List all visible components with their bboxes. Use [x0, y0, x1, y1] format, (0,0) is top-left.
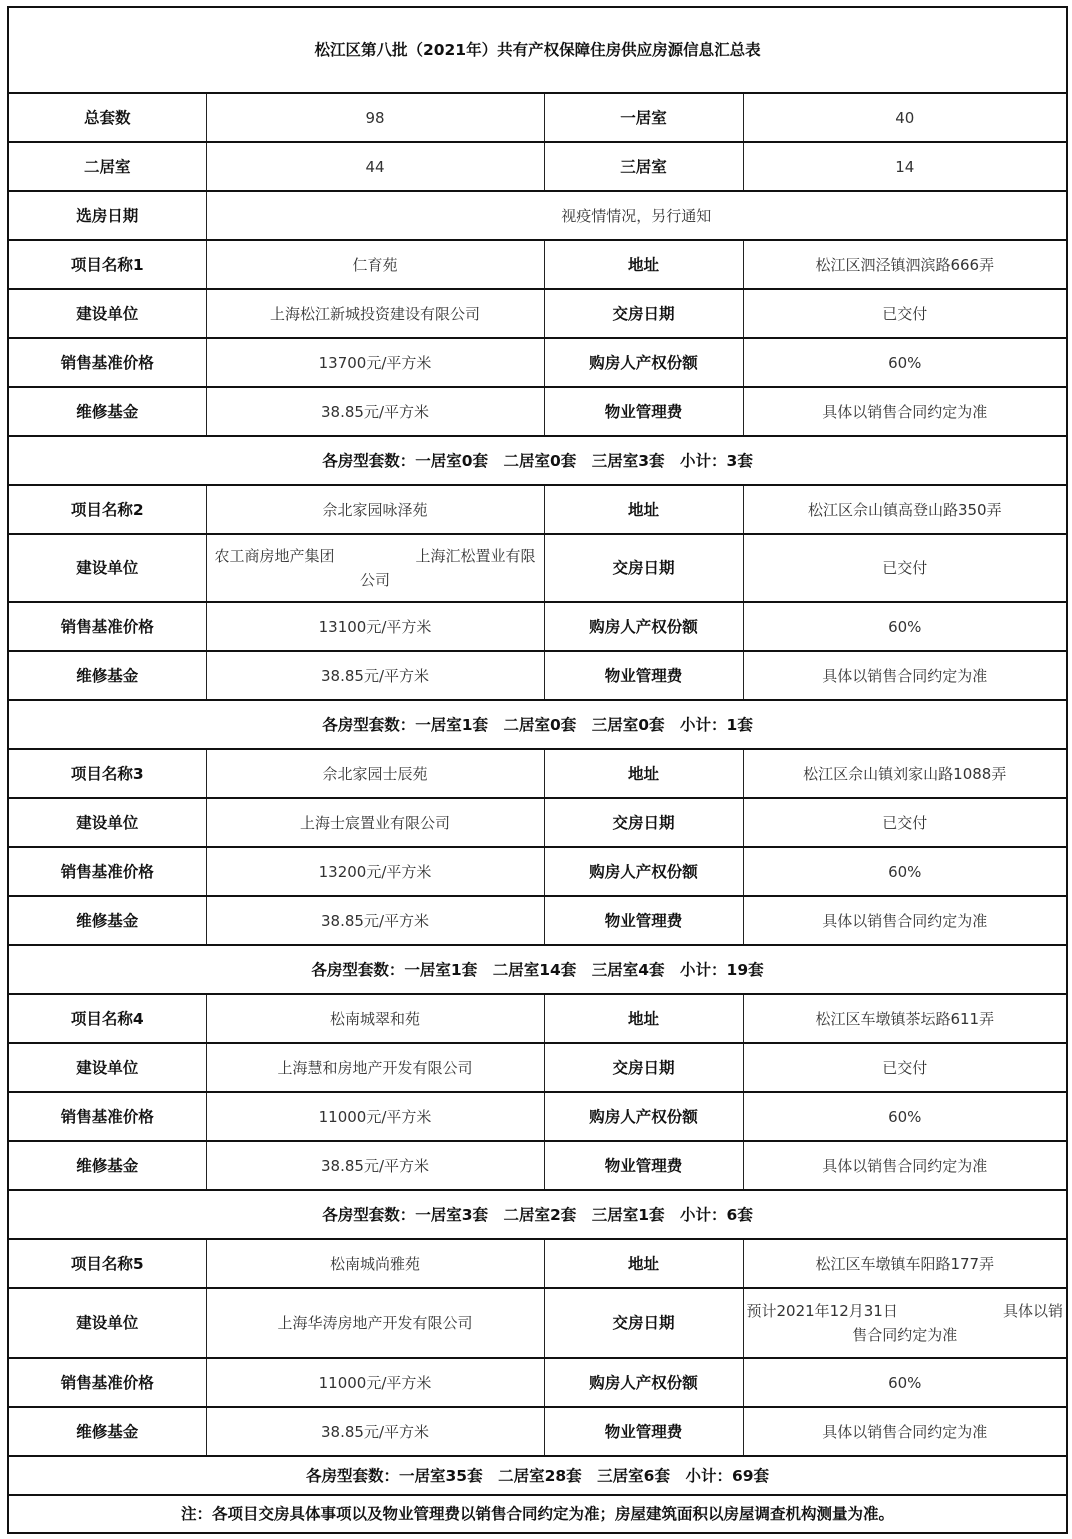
delivery-date-note-part-1: 具体以销: [1003, 1302, 1064, 1320]
property-fee-label: 物业管理费: [544, 651, 743, 700]
project-3-developer-row: [8, 798, 1067, 847]
developer-label: 建设单位: [8, 798, 206, 847]
project-name-label: 项目名称2: [8, 485, 206, 534]
project-name: 仁育苑: [206, 240, 544, 289]
buyer-share-label: 购房人产权份额: [544, 1358, 743, 1407]
project-name-label: 项目名称5: [8, 1239, 206, 1288]
base-price-value: 11000元/平方米: [206, 1092, 544, 1141]
base-price-label: 销售基准价格: [8, 338, 206, 387]
total-units-value: 98: [206, 93, 544, 142]
delivery-date-label: 交房日期: [544, 798, 743, 847]
project-name-label: 项目名称4: [8, 994, 206, 1043]
one-bedroom-label: 一居室: [544, 93, 743, 142]
property-fee-label: 物业管理费: [544, 387, 743, 436]
project-2-name-row: [8, 485, 1067, 534]
total-units-label: 总套数: [8, 93, 206, 142]
address-value: 松江区佘山镇高登山路350弄: [743, 485, 1067, 534]
delivery-date-label: 交房日期: [544, 534, 743, 602]
project-4-unit-counts-row: [8, 1190, 1067, 1239]
property-fee-value: 具体以销售合同约定为准: [743, 896, 1067, 945]
buyer-share-label: 购房人产权份额: [544, 602, 743, 651]
base-price-value: 13700元/平方米: [206, 338, 544, 387]
maintenance-fund-value: 38.85元/平方米: [206, 1407, 544, 1456]
maintenance-fund-value: 38.85元/平方米: [206, 651, 544, 700]
project-name: 佘北家园咏泽苑: [206, 485, 544, 534]
unit-counts-summary: 各房型套数：一居室1套 二居室0套 三居室0套 小计：1套: [8, 700, 1067, 749]
buyer-share-label: 购房人产权份额: [544, 1092, 743, 1141]
buyer-share-value: 60%: [743, 1358, 1067, 1407]
base-price-label: 销售基准价格: [8, 1358, 206, 1407]
delivery-date-note-part-2: 售合同约定为准: [852, 1326, 958, 1344]
developer-value: 上海松江新城投资建设有限公司: [206, 289, 544, 338]
project-1-unit-counts-row: [8, 436, 1067, 485]
developer-value: 上海士宸置业有限公司: [206, 798, 544, 847]
address-value: 松江区车墩镇车阳路177弄: [743, 1239, 1067, 1288]
summary-row-2: [8, 142, 1067, 191]
project-5-name-row: [8, 1239, 1067, 1288]
address-label: 地址: [544, 485, 743, 534]
base-price-value: 13200元/平方米: [206, 847, 544, 896]
maintenance-fund-label: 维修基金: [8, 896, 206, 945]
project-name: 松南城翠和苑: [206, 994, 544, 1043]
project-4-developer-row: [8, 1043, 1067, 1092]
address-label: 地址: [544, 749, 743, 798]
delivery-date-value: 已交付: [743, 534, 1067, 602]
unit-counts-summary: 各房型套数：一居室1套 二居室14套 三居室4套 小计：19套: [8, 945, 1067, 994]
developer-value: 上海华涛房地产开发有限公司: [206, 1288, 544, 1358]
selection-date-label: 选房日期: [8, 191, 206, 240]
address-value: 松江区泗泾镇泗滨路666弄: [743, 240, 1067, 289]
developer-label: 建设单位: [8, 1288, 206, 1358]
three-bedroom-value: 14: [743, 142, 1067, 191]
address-label: 地址: [544, 240, 743, 289]
maintenance-fund-label: 维修基金: [8, 1407, 206, 1456]
project-2-fees-row: [8, 651, 1067, 700]
developer-label: 建设单位: [8, 1043, 206, 1092]
buyer-share-value: 60%: [743, 847, 1067, 896]
project-name-label: 项目名称1: [8, 240, 206, 289]
delivery-date-value: 已交付: [743, 798, 1067, 847]
project-2-price-row: [8, 602, 1067, 651]
property-fee-value: 具体以销售合同约定为准: [743, 1141, 1067, 1190]
project-4-fees-row: [8, 1141, 1067, 1190]
developer-name-continued: 公司: [359, 571, 390, 589]
one-bedroom-value: 40: [743, 93, 1067, 142]
developer-name-part-1: 农工商房地产集团: [214, 547, 335, 565]
title-row: [8, 7, 1067, 93]
address-value: 松江区佘山镇刘家山路1088弄: [743, 749, 1067, 798]
property-fee-value: 具体以销售合同约定为准: [743, 1407, 1067, 1456]
base-price-label: 销售基准价格: [8, 1092, 206, 1141]
housing-supply-summary-sheet: [7, 6, 1066, 1534]
property-fee-label: 物业管理费: [544, 896, 743, 945]
unit-counts-summary: 各房型套数：一居室0套 二居室0套 三居室3套 小计：3套: [8, 436, 1067, 485]
unit-counts-summary: 各房型套数：一居室3套 二居室2套 三居室1套 小计：6套: [8, 1190, 1067, 1239]
base-price-label: 销售基准价格: [8, 847, 206, 896]
base-price-value: 13100元/平方米: [206, 602, 544, 651]
project-4-name-row: [8, 994, 1067, 1043]
maintenance-fund-value: 38.85元/平方米: [206, 387, 544, 436]
project-5-price-row: [8, 1358, 1067, 1407]
developer-name-part-2: 上海汇松置业有限: [415, 547, 536, 565]
address-label: 地址: [544, 994, 743, 1043]
project-2-developer-row: [8, 534, 1067, 602]
three-bedroom-label: 三居室: [544, 142, 743, 191]
project-name: 松南城尚雅苑: [206, 1239, 544, 1288]
maintenance-fund-label: 维修基金: [8, 1141, 206, 1190]
project-3-name-row: [8, 749, 1067, 798]
maintenance-fund-label: 维修基金: [8, 387, 206, 436]
unit-counts-summary: 各房型套数：一居室35套 二居室28套 三居室6套 小计：69套: [8, 1456, 1067, 1495]
table-title: 松江区第八批（2021年）共有产权保障住房供应房源信息汇总表: [8, 7, 1067, 93]
address-label: 地址: [544, 1239, 743, 1288]
selection-date-row: [8, 191, 1067, 240]
footnote-row: [8, 1495, 1067, 1533]
project-1-developer-row: [8, 289, 1067, 338]
property-fee-value: 具体以销售合同约定为准: [743, 387, 1067, 436]
developer-label: 建设单位: [8, 534, 206, 602]
buyer-share-value: 60%: [743, 338, 1067, 387]
project-name-label: 项目名称3: [8, 749, 206, 798]
project-3-fees-row: [8, 896, 1067, 945]
maintenance-fund-label: 维修基金: [8, 651, 206, 700]
delivery-date-value: [743, 1288, 1067, 1358]
base-price-label: 销售基准价格: [8, 602, 206, 651]
project-5-developer-row: [8, 1288, 1067, 1358]
delivery-date-label: 交房日期: [544, 1043, 743, 1092]
maintenance-fund-value: 38.85元/平方米: [206, 896, 544, 945]
selection-date-value: 视疫情情况，另行通知: [206, 191, 1067, 240]
property-fee-label: 物业管理费: [544, 1141, 743, 1190]
base-price-value: 11000元/平方米: [206, 1358, 544, 1407]
project-1-fees-row: [8, 387, 1067, 436]
delivery-date-value: 已交付: [743, 289, 1067, 338]
developer-value: [206, 534, 544, 602]
property-fee-value: 具体以销售合同约定为准: [743, 651, 1067, 700]
project-1-price-row: [8, 338, 1067, 387]
delivery-date-label: 交房日期: [544, 1288, 743, 1358]
summary-row-1: [8, 93, 1067, 142]
project-5-unit-counts-row: [8, 1456, 1067, 1495]
project-5-fees-row: [8, 1407, 1067, 1456]
address-value: 松江区车墩镇茶坛路611弄: [743, 994, 1067, 1043]
maintenance-fund-value: 38.85元/平方米: [206, 1141, 544, 1190]
buyer-share-label: 购房人产权份额: [544, 847, 743, 896]
housing-supply-table: [7, 6, 1068, 1534]
buyer-share-label: 购房人产权份额: [544, 338, 743, 387]
two-bedroom-label: 二居室: [8, 142, 206, 191]
developer-label: 建设单位: [8, 289, 206, 338]
delivery-date-value: 已交付: [743, 1043, 1067, 1092]
buyer-share-value: 60%: [743, 602, 1067, 651]
project-4-price-row: [8, 1092, 1067, 1141]
project-1-name-row: [8, 240, 1067, 289]
project-name: 佘北家园士辰苑: [206, 749, 544, 798]
project-3-unit-counts-row: [8, 945, 1067, 994]
two-bedroom-value: 44: [206, 142, 544, 191]
delivery-date-label: 交房日期: [544, 289, 743, 338]
project-2-unit-counts-row: [8, 700, 1067, 749]
delivery-date-estimate: 预计2021年12月31日: [746, 1302, 898, 1320]
project-3-price-row: [8, 847, 1067, 896]
property-fee-label: 物业管理费: [544, 1407, 743, 1456]
buyer-share-value: 60%: [743, 1092, 1067, 1141]
footnote: 注：各项目交房具体事项以及物业管理费以销售合同约定为准；房屋建筑面积以房屋调查机构测量为准。: [8, 1495, 1067, 1533]
developer-value: 上海慧和房地产开发有限公司: [206, 1043, 544, 1092]
